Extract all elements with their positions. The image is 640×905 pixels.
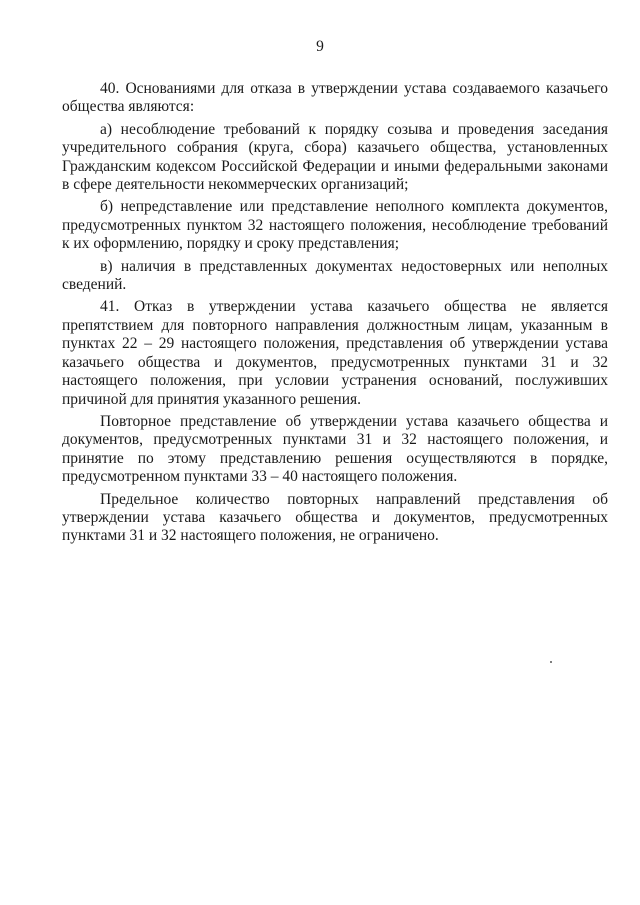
paragraph-40-item-c: в) наличия в представленных документах недостоверных или неполных сведений. [62, 257, 608, 294]
scan-dot-mark [550, 661, 552, 663]
paragraph-repeat-submission: Повторное представление об утверждении устава казачьего общества и документов, предусмотренных пунктами 31 и 32 настоящего положения, и принятие по этому представлению решения осуществляются в порядке, предусмотренном пунктами 33 – 40 настоящего положения. [62, 412, 608, 486]
document-body [62, 80, 608, 546]
paragraph-submission-limit: Предельное количество повторных направлений представления об утверждении устава казачьего общества и документов, предусмотренных пунктами 31 и 32 настоящего положения, не ограничено. [62, 490, 608, 545]
page-number: 9 [316, 38, 324, 55]
paragraph-41: 41. Отказ в утверждении устава казачьего общества не является препятствием для повторного направления должностным лицам, указанным в пунктах 22 – 29 настоящего положения, представления об утверждении устава казачьего общества и документов, предусмотренных пунктами 31 и 32 настоящего положения, при условии устранения оснований, послуживших причиной для принятия указанного решения. [62, 298, 608, 408]
paragraph-40-item-b: б) непредставление или представление неполного комплекта документов, предусмотренных пунктом 32 настоящего положения, несоблюдение требований к их оформлению, порядку и сроку представления; [62, 198, 608, 253]
paragraph-40-intro: 40. Основаниями для отказа в утверждении устава создаваемого казачьего общества являются: [62, 80, 608, 116]
paragraph-40-item-a: а) несоблюдение требований к порядку созыва и проведения заседания учредительного собрания (круга, сбора) казачьего общества, установленных Гражданским кодексом Российской Федерации и иными федеральными законами в сфере деятельности некоммерческих организаций; [62, 120, 608, 194]
